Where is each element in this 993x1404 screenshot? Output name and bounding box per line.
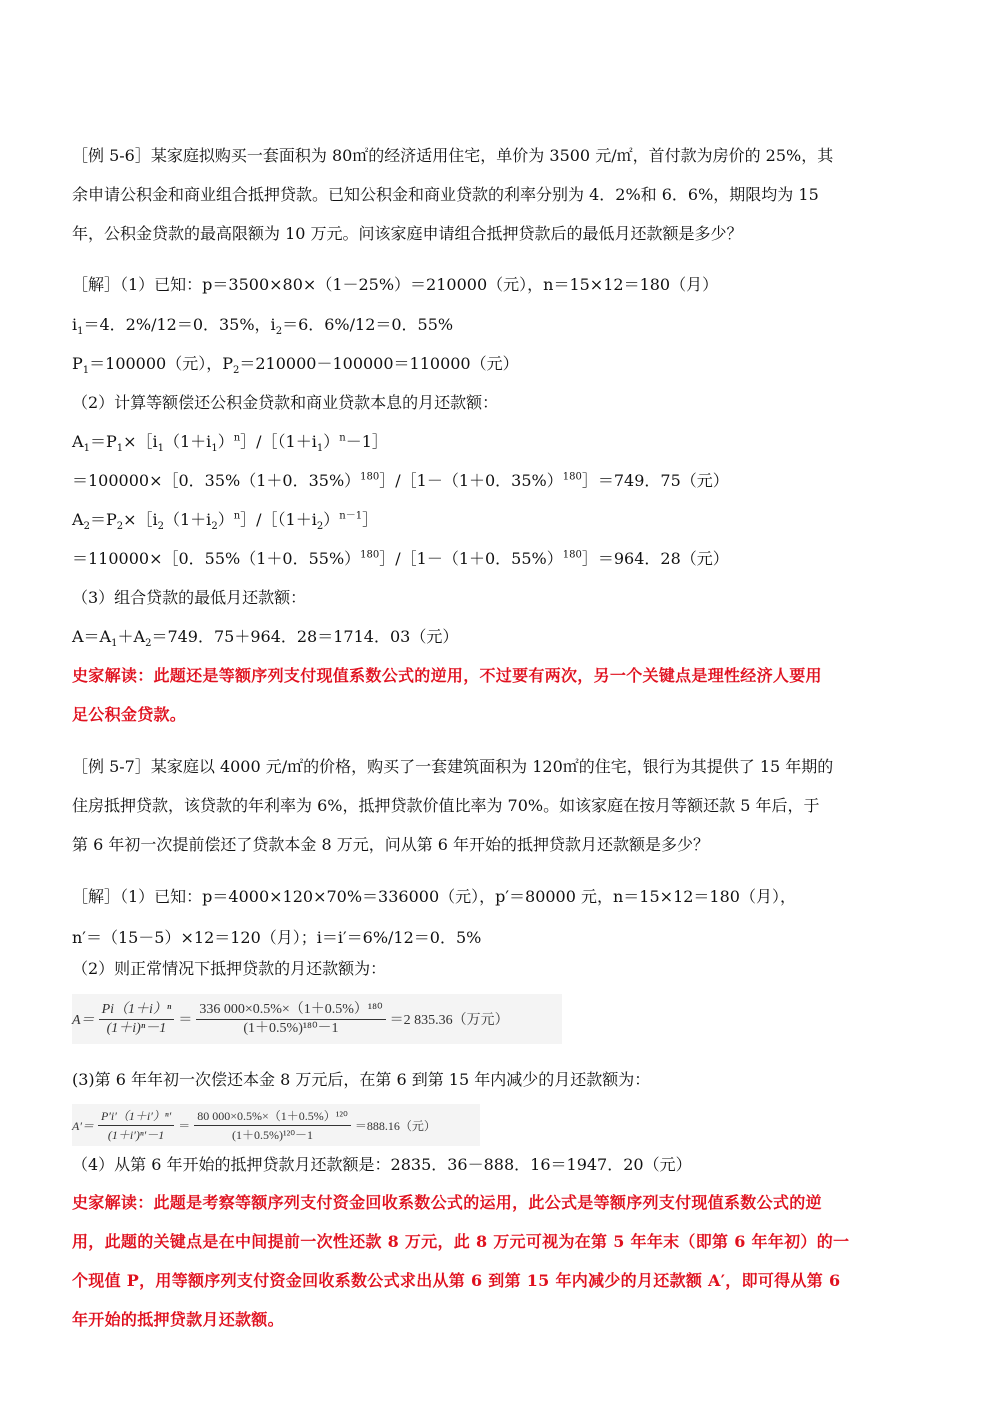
example57-comment-line-3: 个现值 P，用等额序列支付资金回收系数公式求出从第 6 到第 15 年内减少的月还款额 A′，即可得从第 6 — [72, 1271, 841, 1290]
example56-step3: （3）组合贷款的最低月还款额： — [72, 588, 307, 607]
example57-question-line-3: 第 6 年初一次提前偿还了贷款本金 8 万元，问从第 6 年开始的抵押贷款月还款额是多少？ — [72, 835, 710, 854]
example57-formula-image-2: A′＝ $\frac{\text{P′i′（1＋i′）ⁿ′}}{\text{(1＋i′)ⁿ′－1}}$ ＝ $\frac{\text{80 000×0.5\%×（1＋0.5\%）¹²⁰}}{\text{(1＋0.5\%)¹²⁰－1}}$ ＝888.16（元） — [72, 1104, 480, 1146]
example57-comment-line-2: 用，此题的关键点是在中间提前一次性还款 8 万元，此 8 万元可视为在第 5 年年末（即第 6 年年初）的一 — [72, 1232, 850, 1251]
example57-comment-line-1: 史家解读：此题是考察等额序列支付资金回收系数公式的运用，此公式是等额序列支付现值系数公式的逆 — [72, 1193, 822, 1212]
example56-total: $A=A_1+A_2=749$．75＋964．28＝1714．03（元） — [72, 627, 459, 650]
example57-step4: （4）从第 6 年开始的抵押贷款月还款额是：2835．36－888．16＝1947．20（元） — [72, 1155, 692, 1174]
example57-solution-given: ［解］（1）已知：p＝4000×120×70%＝336000（元），p′＝80000 元，n＝15×12＝180（月）， — [72, 887, 796, 906]
example56-step2: （2）计算等额偿还公积金贷款和商业贷款本息的月还款额： — [72, 393, 499, 412]
example57-comment-line-4: 年开始的抵押贷款月还款额。 — [72, 1310, 284, 1329]
example56-a2-calculation: ＝110000×［0．55%（1＋0．55%）$^{180}$］/［1－（1＋0．55%）$^{180}$］＝964．28（元） — [72, 549, 729, 568]
example56-question-line-2: 余申请公积金和商业组合抵押贷款。已知公积金和商业贷款的利率分别为 4．2%和 6．6%，期限均为 15 — [72, 185, 819, 204]
example57-step3: (3)第 6 年年初一次偿还本金 8 万元后，在第 6 到第 15 年内减少的月还款额为： — [72, 1070, 651, 1089]
example56-solution-given: ［解］（1）已知：p＝3500×80×（1－25%）＝210000（元），n＝15×12＝180（月） — [72, 275, 719, 294]
formula1-fraction-general: $\frac{\text{Pi（1＋i）ⁿ}}{\text{(1＋i)ⁿ－1}}$ — [99, 1001, 175, 1038]
example56-a1-formula: $A_1=P_1\times[i_1(1+i_1)^n]/[(1+i_1)^n-1]$ — [72, 432, 388, 455]
example56-principals: $P_1=100000$（元），$P_2=210000-100000=110000$（元） — [72, 354, 519, 377]
formula1-fraction-numeric: $\frac{\text{336 000×0.5\%×（1＋0.5\%）¹⁸⁰}}{\text{(1＋0.5\%)¹⁸⁰－1}}$ — [196, 1001, 385, 1038]
example57-step2: （2）则正常情况下抵押贷款的月还款额为： — [72, 959, 387, 978]
example57-formula-image-1: A＝ $\frac{\text{Pi（1＋i）ⁿ}}{\text{(1＋i)ⁿ－1}}$ ＝ $\frac{\text{336 000×0.5\%×（1＋0.5\%）¹⁸⁰}}{\text{(1＋0.5\%)¹⁸⁰－1}}$ ＝2 835.36（万元） — [72, 994, 562, 1044]
example57-question-line-2: 住房抵押贷款，该贷款的年利率为 6%，抵押贷款价值比率为 70%。如该家庭在按月等额还款 5 年后，于 — [72, 796, 820, 815]
example56-question-line-1: ［例 5-6］某家庭拟购买一套面积为 80㎡的经济适用住宅，单价为 3500 元/㎡，首付款为房价的 25%，其 — [72, 146, 834, 165]
example56-a2-formula: $A_2=P_2\times[i_2(1+i_2)^n]/[(1+i_2)^{n-1}]$ — [72, 510, 379, 533]
example56-comment-line-2: 足公积金贷款。 — [72, 705, 187, 724]
example56-question-line-3: 年，公积金贷款的最高限额为 10 万元。问该家庭申请组合抵押贷款后的最低月还款额是多少？ — [72, 224, 743, 243]
example57-solution-given-2: n′＝（15－5）×12＝120（月）；i＝i′＝6%/12＝0．5% — [72, 928, 482, 947]
formula2-fraction-numeric: $\frac{\text{80 000×0.5\%×（1＋0.5\%）¹²⁰}}{\text{(1＋0.5\%)¹²⁰－1}}$ — [194, 1107, 351, 1144]
formula2-fraction-general: $\frac{\text{P′i′（1＋i′）ⁿ′}}{\text{(1＋i′)ⁿ′－1}}$ — [98, 1107, 174, 1144]
example56-rates: $i_1=4$．2%/12＝0．35%，$i_2=6$．6%/12＝0．55% — [72, 315, 454, 338]
example56-comment-line-1: 史家解读：此题还是等额序列支付现值系数公式的逆用，不过要有两次，另一个关键点是理性经济人要用 — [72, 666, 822, 685]
example56-a1-calculation: ＝100000×［0．35%（1＋0．35%）$^{180}$］/［1－（1＋0．35%）$^{180}$］＝749．75（元） — [72, 471, 729, 490]
example57-question-line-1: ［例 5-7］某家庭以 4000 元/㎡的价格，购买了一套建筑面积为 120㎡的住宅，银行为其提供了 15 年期的 — [72, 757, 834, 776]
